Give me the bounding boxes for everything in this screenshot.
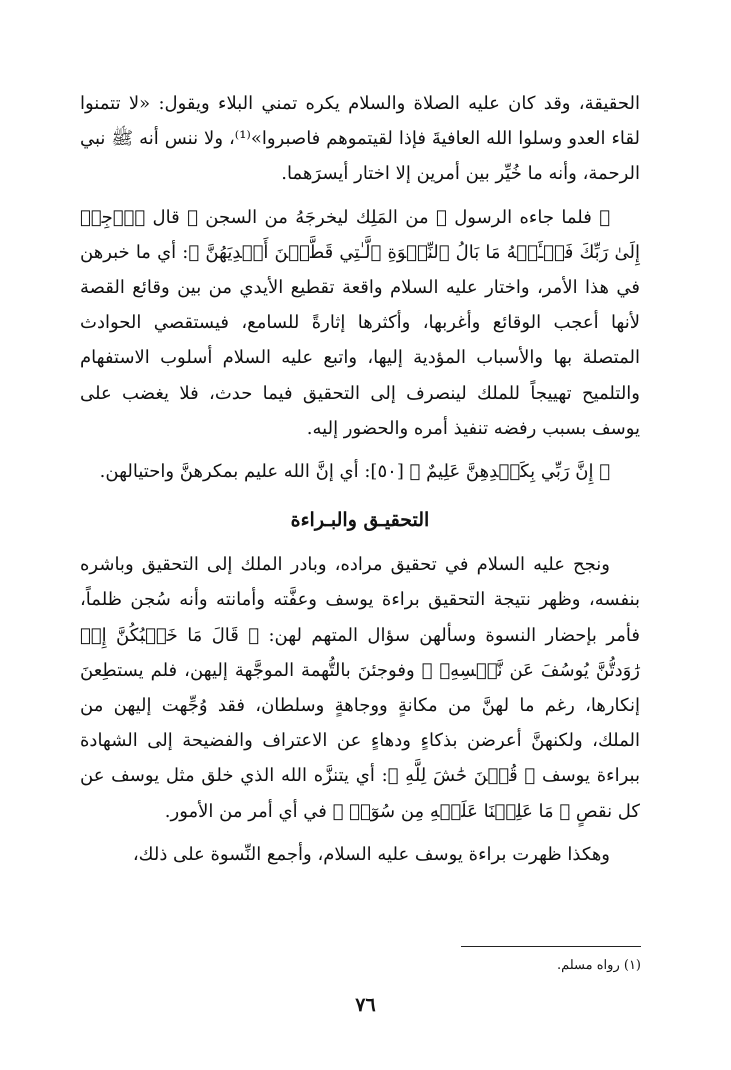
paragraph-5: وهكذا ظهرت براءة يوسف عليه السلام، وأجمع النِّسوة على ذلك، (132, 843, 610, 865)
footnote: (١) رواه مسلم. (556, 958, 641, 973)
page-number: ٧٦ (355, 994, 376, 1016)
paragraph-1: الحقيقة، وقد كان عليه الصلاة والسلام يكره تمني البلاء ويقول: «لا تتمنوا لقاء العدو وسلوا الله العافيةَ فإذا لقيتموهم فاصبروا»⁽¹⁾، ولا ننس أنه ﷺ نبي الرحمة، وأنه ما خُيِّر بين أمرين إلا اختار أيسرَهما. (80, 93, 641, 185)
section-heading: التحقيـق والبـراءة (290, 509, 430, 532)
main-text-block (80, 86, 640, 872)
paragraph-3: ﴿ إِنَّ رَبِّي بِكَيۡدِهِنَّ عَلِيمٌ ﴾ [٥٠]: أي إنَّ الله عليم بمكرهنَّ واحتيالهن. (99, 461, 610, 483)
footnote-divider (461, 946, 641, 947)
paragraph-2: ﴿ فلما جاءه الرسول ﴾ من المَلِك ليخرجَهُ من السجن ﴿ قال ٱرۡجِعۡ إِلَىٰ رَبِّكَ فَسۡـَٔلۡهُ مَا بَالُ ٱلنِّسۡوَةِ ٱلَّـٰتِي قَطَّعۡنَ أَيۡدِيَهُنَّ ﴾: أي ما خبرهن في هذا الأمر، واختار عليه السلام واقعة تقطيع الأيدي من بين وقائع القصة لأنها أعجب الوقائع وأغربها، وأكثرها إثارةً للسامع، فيستقصي الحوادث المتصلة بها والأسباب المؤدية إليها، واتبع عليه السلام أسلوب الاستفهام والتلميح تهييجاً للملك لينصرف إلى التحقيق فيما حدث، فلا يغضب على يوسف بسبب رفضه تنفيذ أمره والحضور إليه. (80, 206, 640, 439)
paragraph-4: ونجح عليه السلام في تحقيق مراده، وبادر الملك إلى التحقيق وباشره بنفسه، وظهر نتيجة التحقيق براءة يوسف وعفَّته وأمانته وأنه سُجن ظلماً، فأمر بإحضار النسوة وسألهن سؤال المتهم لهن: ﴿ قَالَ مَا خَطۡبُكُنَّ إِذۡ رَٰوَدتُّنَّ يُوسُفَ عَن نَّفۡسِهِۦ ﴾ وفوجئنَ بالتُّهمة الموجَّهة إليهن، فلم يستطِعنَ إنكارها، رغم ما لهنَّ من مكانةٍ ووجاهةٍ وسلطان، فقد وُجِّهت إليهن من الملك، ولكنهنَّ أعرضن بذكاءٍ ودهاءٍ عن الاعتراف والفضيحة إلى الشهادة ببراءة يوسف ﴿ قُلۡنَ حَٰشَ لِلَّهِ ﴾: أي يتنزَّه الله الذي خلق مثل يوسف عن كل نقصٍ ﴿ مَا عَلِمۡنَا عَلَيۡهِ مِن سُوٓءٖ ﴾ في أي أمر من الأمور. (80, 554, 640, 822)
